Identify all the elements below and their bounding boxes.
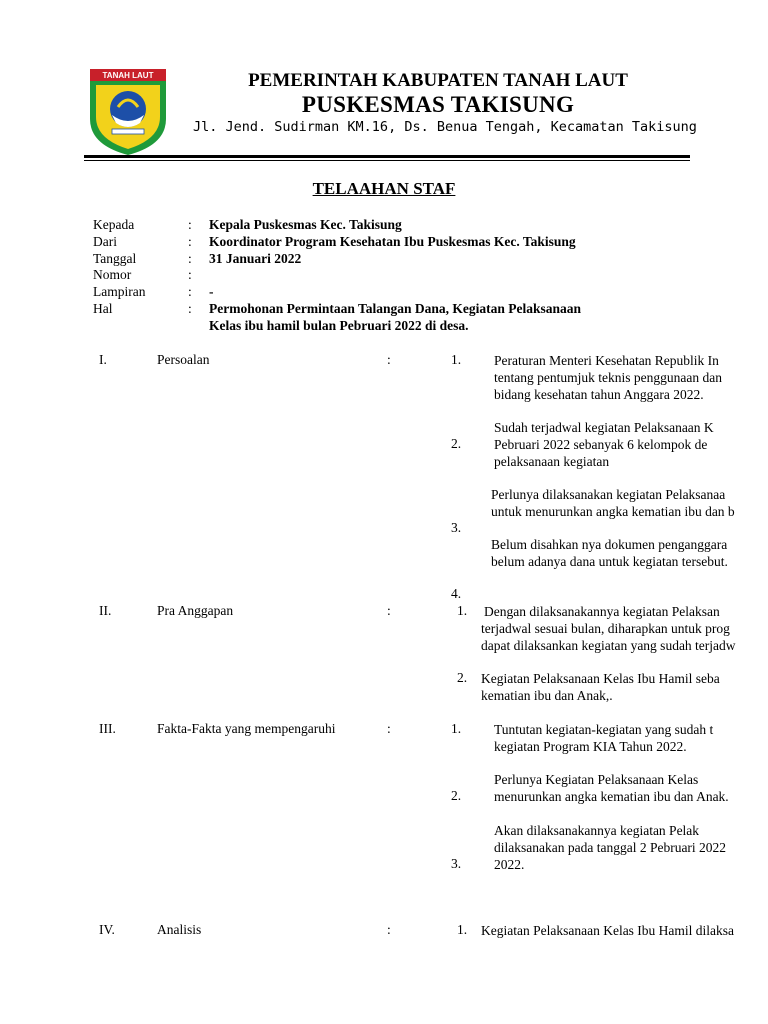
svg-text:TANAH LAUT: TANAH LAUT (102, 71, 154, 80)
field-value: Kepala Puskesmas Kec. Takisung (209, 217, 402, 232)
section-numeral: I. (99, 352, 107, 367)
section-colon: : (387, 922, 391, 937)
section-heading: Fakta-Fakta yang mempengaruhi (157, 721, 336, 736)
field-colon: : (188, 267, 192, 282)
item-text: Perlunya dilaksanakan kegiatan Pelaksanaa untuk menurunkan angka kematian ibu dan b (491, 487, 735, 519)
section-numeral: IV. (99, 922, 115, 937)
field-value: - (209, 284, 214, 299)
header-rule-thick (84, 155, 690, 158)
item-number: 2. (451, 788, 462, 803)
field-label: Nomor (93, 267, 132, 282)
field-colon: : (188, 301, 192, 316)
item-number: 2. (451, 436, 462, 451)
section-colon: : (387, 603, 391, 618)
section-colon: : (387, 721, 391, 736)
item-text: Kegiatan Pelaksanaan Kelas Ibu Hamil seba kematian ibu dan Anak,. (481, 671, 720, 703)
field-colon: : (188, 234, 192, 249)
item-text: Belum disahkan nya dokumen penganggara belum adanya dana untuk kegiatan tersebut. (491, 537, 728, 569)
item-number: 1. (451, 721, 462, 736)
field-label: Kepada (93, 217, 135, 232)
field-value: Koordinator Program Kesehatan Ibu Puskesmas Kec. Takisung (209, 234, 576, 249)
item-number: 2. (457, 670, 468, 685)
item-number: 1. (457, 922, 468, 937)
field-colon: : (188, 251, 192, 266)
section-heading: Analisis (157, 922, 202, 937)
address: Jl. Jend. Sudirman KM.16, Ds. Benua Tengah, Kecamatan Takisung (193, 119, 697, 135)
gov-name: PEMERINTAH KABUPATEN TANAH LAUT (248, 70, 628, 91)
header-rule-thin (84, 160, 690, 161)
section-heading: Pra Anggapan (157, 603, 234, 618)
section-numeral: II. (99, 603, 112, 618)
field-value: 31 Januari 2022 (209, 251, 302, 266)
field-label: Tanggal (93, 251, 137, 266)
item-number: 1. (457, 603, 468, 618)
item-text: Perlunya Kegiatan Pelaksanaan Kelas menurunkan angka kematian ibu dan Anak. (494, 772, 729, 804)
field-value: Kelas ibu hamil bulan Pebruari 2022 di desa. (209, 318, 469, 333)
item-text: Dengan dilaksanakannya kegiatan Pelaksan terjadwal sesuai bulan, diharapkan untuk prog dapat dilaksankan kegiatan yang sudah terjadw (481, 604, 736, 653)
item-number: 3. (451, 856, 462, 871)
document-title: TELAAHAN STAF (312, 179, 456, 198)
field-colon: : (188, 284, 192, 299)
item-text: Peraturan Menteri Kesehatan Republik In tentang pentumjuk teknis penggunaan dan bidang kesehatan tahun Anggara 2022. (494, 353, 722, 402)
field-label: Lampiran (93, 284, 146, 299)
section-numeral: III. (99, 721, 116, 736)
field-label: Hal (93, 301, 113, 316)
item-text: Tuntutan kegiatan-kegiatan yang sudah t kegiatan Program KIA Tahun 2022. (494, 722, 714, 754)
section-heading: Persoalan (157, 352, 210, 367)
item-number: 1. (451, 352, 462, 367)
field-colon: : (188, 217, 192, 232)
section-colon: : (387, 352, 391, 367)
field-value: Permohonan Permintaan Talangan Dana, Kegiatan Pelaksanaan (209, 301, 582, 316)
item-number: 3. (451, 520, 462, 535)
item-text: Kegiatan Pelaksanaan Kelas Ibu Hamil dilaksa (481, 923, 735, 938)
item-text: Akan dilaksanakannya kegiatan Pelak dilaksanakan pada tanggal 2 Pebruari 2022 2022. (494, 823, 727, 872)
field-label: Dari (93, 234, 117, 249)
institution-name: PUSKESMAS TAKISUNG (301, 92, 575, 117)
item-number: 4. (451, 586, 462, 601)
item-text: Sudah terjadwal kegiatan Pelaksanaan K Pebruari 2022 sebanyak 6 kelompok de pelaksanaan kegiatan (494, 420, 714, 469)
